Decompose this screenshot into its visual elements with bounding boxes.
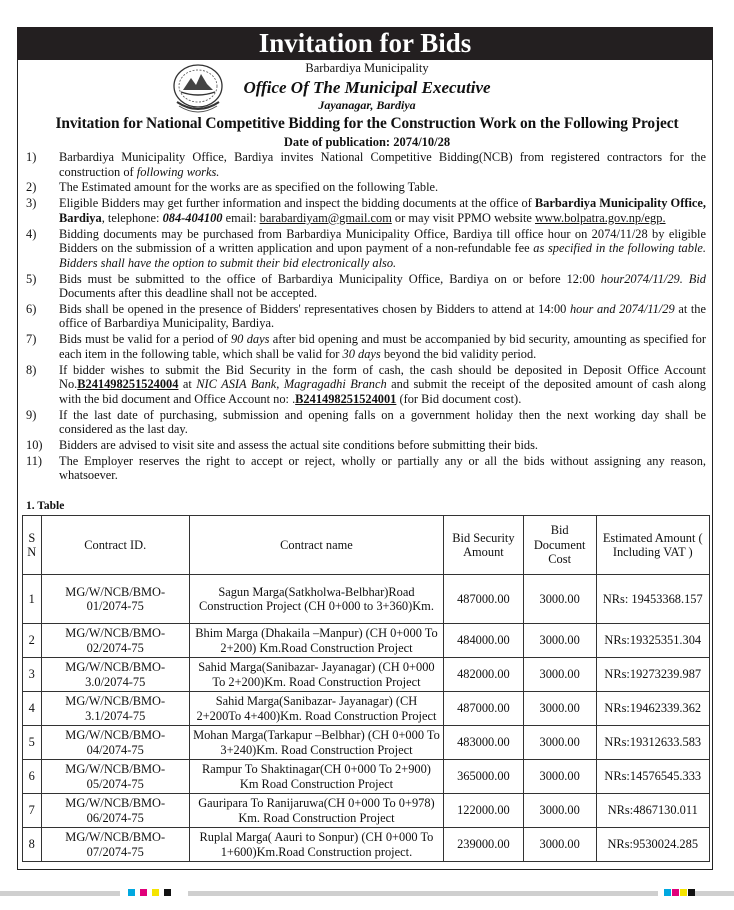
cell-bid-security: 483000.00 xyxy=(444,726,524,760)
office-account-number: B241498251524001 xyxy=(295,391,397,406)
publication-date xyxy=(0,135,734,150)
clause-text: (for Bid document cost). xyxy=(396,391,522,406)
clause-7 xyxy=(22,332,706,361)
clause-11 xyxy=(22,454,706,483)
cell-contract-id: MG/W/NCB/BMO-02/2074-75 xyxy=(41,624,189,658)
header-contract-name: Contract name xyxy=(189,516,443,575)
notice-heading: Invitation for National Competitive Bidding for the Construction Work on the Following Project xyxy=(55,115,679,132)
office-location: Jayanagar, Bardiya xyxy=(318,98,416,112)
cell-sn: 3 xyxy=(23,658,42,692)
cell-contract-name: Ruplal Marga( Aauri to Sonpur) (CH 0+000 To 1+600)Km.Road Construction project. xyxy=(189,828,443,862)
clause-text: email: xyxy=(222,210,260,225)
clause-text: or may visit PPMO website xyxy=(391,210,536,225)
clause-8 xyxy=(22,363,706,407)
cell-contract-id: MG/W/NCB/BMO-07/2074-75 xyxy=(41,828,189,862)
cell-document-cost: 3000.00 xyxy=(523,726,596,760)
registration-yellow xyxy=(680,889,687,896)
clause-text: , telephone: xyxy=(101,210,163,225)
telephone-number: 084-404100 xyxy=(162,210,223,225)
cell-document-cost: 3000.00 xyxy=(523,794,596,828)
cell-sn: 7 xyxy=(23,794,42,828)
cell-sn: 6 xyxy=(23,760,42,794)
cell-sn: 4 xyxy=(23,692,42,726)
clause-text: at xyxy=(178,377,197,392)
registration-yellow xyxy=(152,889,159,896)
cell-contract-id: MG/W/NCB/BMO-04/2074-75 xyxy=(41,726,189,760)
table-row xyxy=(23,726,710,760)
clause-5 xyxy=(22,272,706,301)
header-estimated-amount: Estimated Amount ( Including VAT ) xyxy=(596,516,709,575)
cell-sn: 5 xyxy=(23,726,42,760)
cell-estimated-amount: NRs:14576545.333 xyxy=(596,760,709,794)
table-row xyxy=(23,624,710,658)
clause-6 xyxy=(22,302,706,331)
clause-italic: hour and 2074/11/29 xyxy=(569,301,675,316)
clause-text: Eligible Bidders may get further information and inspect the bidding documents at the office of xyxy=(59,196,535,211)
cell-bid-security: 122000.00 xyxy=(444,794,524,828)
clause-10 xyxy=(22,438,706,453)
cell-bid-security: 239000.00 xyxy=(444,828,524,862)
table-header-row xyxy=(23,516,710,575)
registration-black xyxy=(164,889,171,896)
table-row xyxy=(23,760,710,794)
header-bid-security: Bid Security Amount xyxy=(444,516,524,575)
clause-italic: 90 days xyxy=(230,332,270,347)
cell-document-cost: 3000.00 xyxy=(523,575,596,624)
cell-estimated-amount: NRs:9530024.285 xyxy=(596,828,709,862)
cell-contract-name: Gauripara To Ranijaruwa(CH 0+000 To 0+978) Km. Road Construction Project xyxy=(189,794,443,828)
clause-4 xyxy=(22,227,706,271)
contracts-table xyxy=(22,515,710,862)
cell-document-cost: 3000.00 xyxy=(523,692,596,726)
clause-9 xyxy=(22,408,706,437)
cell-contract-id: MG/W/NCB/BMO-01/2074-75 xyxy=(41,575,189,624)
clause-number: 10) xyxy=(26,437,43,452)
print-strip-left xyxy=(0,891,120,896)
clause-number: 8) xyxy=(26,362,37,377)
clause-text: Bidders are advised to visit site and assess the actual site conditions before submitting their bids. xyxy=(59,437,539,452)
cell-document-cost: 3000.00 xyxy=(523,828,596,862)
clause-text: If the last date of purchasing, submission and opening falls on a government holiday then the next working day shall be considered as the last day. xyxy=(59,407,706,437)
clause-1 xyxy=(22,150,706,179)
cell-contract-id: MG/W/NCB/BMO-05/2074-75 xyxy=(41,760,189,794)
cell-estimated-amount: NRs:19462339.362 xyxy=(596,692,709,726)
cell-contract-name: Sahid Marga(Sanibazar- Jayanagar) (CH 0+000 To 2+200)Km. Road Construction Project xyxy=(189,658,443,692)
clause-italic: following works. xyxy=(136,164,220,179)
deposit-account-number: B241498251524004 xyxy=(77,377,179,392)
clause-number: 2) xyxy=(26,180,37,195)
clause-italic: hour2074/11/29. Bid xyxy=(600,271,706,286)
clause-number: 7) xyxy=(26,332,37,347)
ppmo-website-link[interactable]: www.bolpatra.gov.np/egp. xyxy=(535,210,666,225)
cell-estimated-amount: NRs:4867130.011 xyxy=(596,794,709,828)
clause-number: 5) xyxy=(26,271,37,286)
clause-text: after bid opening and must be accompanied by bid security, amounting as specified for each item in the following table, which shall be valid for xyxy=(59,332,706,361)
clause-number: 11) xyxy=(26,453,43,468)
clause-number: 9) xyxy=(26,407,37,422)
cell-contract-name: Sahid Marga(Sanibazar- Jayanagar) (CH 2+200To 4+400)Km. Road Construction Project xyxy=(189,692,443,726)
clause-2 xyxy=(22,180,706,195)
cell-contract-name: Bhim Marga (Dhakaila –Manpur) (CH 0+000 To 2+200) Km.Road Construction Project xyxy=(189,624,443,658)
clause-italic: 30 days xyxy=(342,346,381,361)
cell-contract-name: Mohan Marga(Tarkapur –Belbhar) (CH 0+000 To 3+240)Km. Road Construction Project xyxy=(189,726,443,760)
clause-text: beyond the bid validity period. xyxy=(380,346,537,361)
registration-magenta xyxy=(672,889,679,896)
table-row xyxy=(23,828,710,862)
print-strip-right xyxy=(692,891,734,896)
clause-text: The Employer reserves the right to accept or reject, wholly or partially any or all the bids without assigning any reason, whatsoever. xyxy=(59,453,706,483)
header-contract-id: Contract ID. xyxy=(41,516,189,575)
clause-text: Bids must be valid for a period of xyxy=(59,332,231,347)
cell-document-cost: 3000.00 xyxy=(523,624,596,658)
banner-title: Invitation for Bids xyxy=(17,27,713,60)
cell-contract-name: Rampur To Shaktinagar(CH 0+000 To 2+900) Km Road Construction Project xyxy=(189,760,443,794)
clause-text: Documents after this deadline shall not be accepted. xyxy=(59,286,318,301)
header-sn: S N xyxy=(23,516,42,575)
table-row xyxy=(23,794,710,828)
clause-text: The Estimated amount for the works are as specified on the following Table. xyxy=(59,180,439,195)
cell-estimated-amount: NRs:19312633.583 xyxy=(596,726,709,760)
cell-estimated-amount: NRs:19325351.304 xyxy=(596,624,709,658)
cell-sn: 2 xyxy=(23,624,42,658)
publication-label: Date of publication: xyxy=(283,135,391,149)
clause-text: Barbardiya Municipality Office, Bardiya invites National Competitive Bidding(NCB) from registered contractors for the construction of xyxy=(59,150,706,179)
clause-text: If bidder wishes to submit the Bid Security in the form of cash, the cash should be deposited in Deposit Office Account No. xyxy=(59,362,706,392)
publication-date-value: 2074/10/28 xyxy=(393,135,451,149)
cell-bid-security: 365000.00 xyxy=(444,760,524,794)
clause-number: 6) xyxy=(26,301,37,316)
cell-bid-security: 484000.00 xyxy=(444,624,524,658)
clause-text: Bidding documents may be purchased from Barbardiya Municipality Office, Bardiya till office hour on 2074/11/28 by eligible Bidders on the submission of a written application and upon payment of a non-refundable fee xyxy=(59,226,706,256)
table-label: 1. Table xyxy=(26,500,65,512)
cell-sn: 8 xyxy=(23,828,42,862)
cell-estimated-amount: NRs:19273239.987 xyxy=(596,658,709,692)
clause-number: 4) xyxy=(26,226,37,241)
cell-bid-security: 487000.00 xyxy=(444,692,524,726)
print-strip-middle xyxy=(188,891,658,896)
clauses-list xyxy=(22,150,706,484)
table-row xyxy=(23,658,710,692)
bank-name: NIC ASIA Bank, Magragadhi Branch xyxy=(196,377,387,392)
cell-document-cost: 3000.00 xyxy=(523,658,596,692)
clause-bold: Barbardiya Municipality Office, Bardiya xyxy=(59,196,706,225)
cell-bid-security: 482000.00 xyxy=(444,658,524,692)
cell-contract-id: MG/W/NCB/BMO-3.0/2074-75 xyxy=(41,658,189,692)
cell-sn: 1 xyxy=(23,575,42,624)
cell-bid-security: 487000.00 xyxy=(444,575,524,624)
clause-number: 3) xyxy=(26,196,37,211)
municipality-name: Barbardiya Municipality xyxy=(305,61,429,75)
office-title: Office Of The Municipal Executive xyxy=(243,78,491,97)
clause-text: Bids must be submitted to the office of Barbardiya Municipality Office, Bardiya on or before 12:00 xyxy=(59,271,601,286)
registration-black xyxy=(688,889,695,896)
cell-document-cost: 3000.00 xyxy=(523,760,596,794)
clause-text: at the office of Barbardiya Municipality, Bardiya. xyxy=(59,301,707,331)
cell-contract-name: Sagun Marga(Satkholwa-Belbhar)Road Construction Project (CH 0+000 to 3+360)Km. xyxy=(189,575,443,624)
email-link[interactable]: barabardiyam@gmail.com xyxy=(259,210,392,225)
clause-3 xyxy=(22,196,706,225)
header-document-cost: Bid Document Cost xyxy=(523,516,596,575)
clause-text: Bids shall be opened in the presence of Bidders' representatives chosen by Bidders to attend at 14:00 xyxy=(59,301,570,316)
registration-cyan xyxy=(664,889,671,896)
cell-contract-id: MG/W/NCB/BMO-06/2074-75 xyxy=(41,794,189,828)
table-row xyxy=(23,575,710,624)
clause-number: 1) xyxy=(26,150,37,164)
clause-text: and submit the receipt of the deposited amount of cash along with the bid document and Office Account no: . xyxy=(59,377,706,406)
table-row xyxy=(23,692,710,726)
registration-magenta xyxy=(140,889,147,896)
registration-cyan xyxy=(128,889,135,896)
cell-contract-id: MG/W/NCB/BMO-3.1/2074-75 xyxy=(41,692,189,726)
clause-italic: as specified in the following table. Bidders shall have the option to submit their bid electronically also. xyxy=(59,241,706,270)
cell-estimated-amount: NRs: 19453368.157 xyxy=(596,575,709,624)
